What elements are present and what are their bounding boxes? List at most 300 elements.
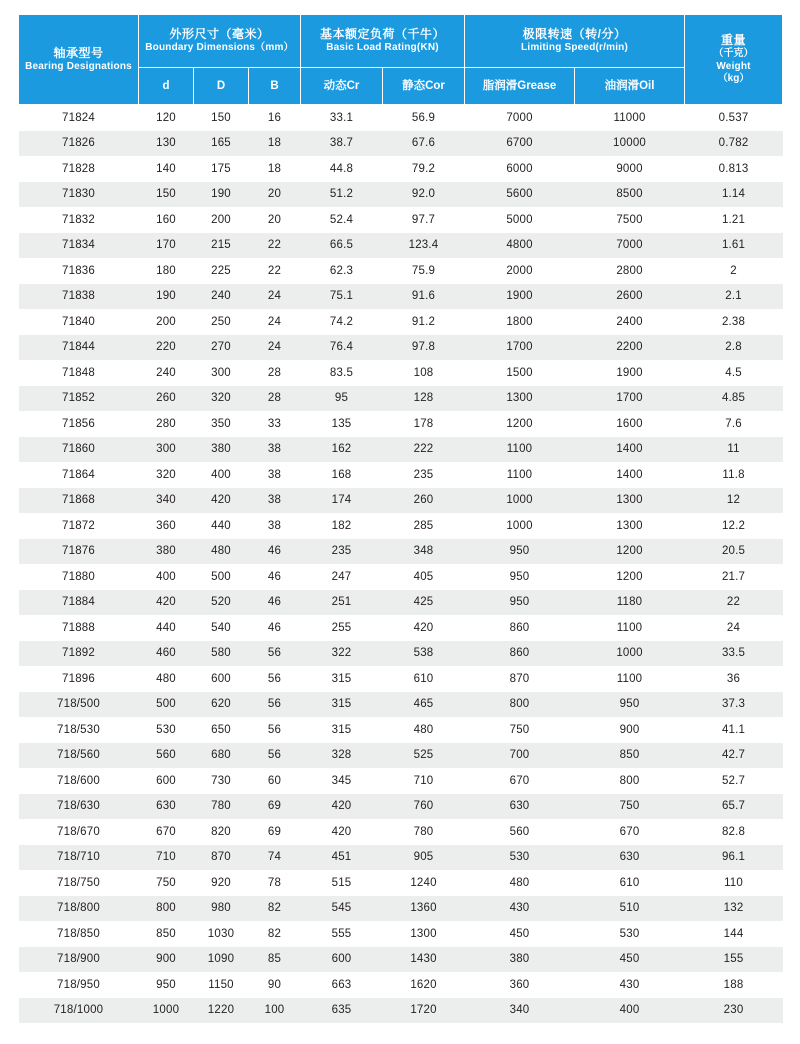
cell-dimension-B: 20	[267, 213, 282, 226]
cell-dynamic-load-cr: 75.1	[301, 284, 383, 310]
cell-limiting-speed-oil: 1900	[616, 366, 643, 379]
cell-limiting-speed-oil: 630	[575, 845, 685, 871]
cell-weight: 12	[685, 488, 783, 514]
cell-dimension-B: 38	[267, 468, 282, 481]
cell-dimension-D: 480	[194, 539, 249, 565]
cell-bearing-designation: 718/950	[57, 978, 100, 991]
table-row	[19, 692, 783, 718]
cell-dimension-D: 215	[194, 233, 249, 259]
cell-static-load-cor: 75.9	[411, 264, 436, 277]
cell-dynamic-load-cr: 95	[301, 386, 383, 412]
cell-dynamic-load-cr: 235	[301, 539, 383, 565]
cell-dimension-B: 24	[249, 335, 301, 361]
cell-dynamic-load-cr: 635	[301, 998, 383, 1024]
cell-dimension-B: 22	[249, 233, 301, 259]
cell-limiting-speed-grease: 6000	[506, 162, 533, 175]
cell-limiting-speed-grease: 1000	[465, 488, 575, 514]
cell-dimension-d: 440	[156, 621, 176, 634]
cell-weight: 230	[685, 998, 783, 1024]
table-row	[19, 462, 783, 488]
cell-limiting-speed-oil: 7000	[575, 233, 685, 259]
table-row	[19, 233, 783, 259]
cell-dimension-d: 190	[139, 284, 194, 310]
table-row	[19, 284, 783, 310]
cell-dynamic-load-cr: 555	[331, 927, 352, 940]
cell-limiting-speed-oil: 2400	[616, 315, 643, 328]
cell-static-load-cor: 79.2	[411, 162, 436, 175]
cell-static-load-cor: 1430	[383, 947, 465, 973]
cell-limiting-speed-oil: 950	[575, 692, 685, 718]
cell-weight: 2.38	[721, 315, 746, 328]
cell-static-load-cor: 97.7	[411, 213, 436, 226]
cell-static-load-cor: 1620	[410, 978, 437, 991]
cell-bearing-designation: 718/750	[57, 876, 100, 889]
cell-dynamic-load-cr: 66.5	[301, 233, 383, 259]
cell-dimension-B: 24	[267, 315, 282, 328]
table-row	[19, 105, 783, 131]
cell-limiting-speed-oil: 1180	[575, 590, 685, 616]
cell-weight: 11	[685, 437, 783, 463]
cell-dynamic-load-cr: 168	[331, 468, 352, 481]
table-row	[19, 896, 783, 922]
cell-dimension-B: 78	[267, 876, 282, 889]
cell-weight: 12.2	[721, 519, 746, 532]
cell-dynamic-load-cr: 74.2	[329, 315, 354, 328]
cell-bearing-designation: 718/560	[19, 743, 139, 769]
cell-dynamic-load-cr: 38.7	[301, 131, 383, 157]
cell-limiting-speed-grease: 870	[509, 672, 530, 685]
table-row	[19, 743, 783, 769]
table-row	[19, 182, 783, 208]
table-row	[19, 921, 783, 947]
cell-limiting-speed-oil: 10000	[575, 131, 685, 157]
cell-dimension-D: 870	[194, 845, 249, 871]
cell-weight: 132	[685, 896, 783, 922]
cell-dimension-d: 360	[156, 519, 176, 532]
cell-dimension-d: 260	[139, 386, 194, 412]
cell-dimension-D: 920	[211, 876, 231, 889]
cell-dimension-B: 56	[267, 672, 282, 685]
cell-weight: 52.7	[721, 774, 746, 787]
table-row	[19, 513, 783, 539]
cell-limiting-speed-grease: 5600	[465, 182, 575, 208]
cell-weight: 0.537	[718, 111, 749, 124]
cell-dimension-D: 440	[211, 519, 231, 532]
cell-dimension-B: 46	[267, 570, 282, 583]
cell-dynamic-load-cr: 135	[331, 417, 352, 430]
cell-limiting-speed-oil: 1200	[575, 539, 685, 565]
cell-limiting-speed-grease: 1900	[465, 284, 575, 310]
cell-dynamic-load-cr: 315	[301, 692, 383, 718]
cell-weight: 41.1	[721, 723, 746, 736]
table-row	[19, 411, 783, 437]
cell-limiting-speed-oil: 1300	[616, 519, 643, 532]
header-weight-unit-en: （kg）	[717, 73, 750, 85]
cell-dimension-B: 69	[249, 794, 301, 820]
cell-weight: 2	[730, 264, 737, 277]
cell-static-load-cor: 91.6	[383, 284, 465, 310]
table-row	[19, 539, 783, 565]
cell-static-load-cor: 92.0	[383, 182, 465, 208]
bearing-spec-table	[18, 14, 783, 1023]
cell-dynamic-load-cr: 255	[331, 621, 352, 634]
cell-dimension-D: 200	[211, 213, 231, 226]
cell-dimension-D: 165	[194, 131, 249, 157]
cell-static-load-cor: 420	[413, 621, 434, 634]
cell-dimension-d: 560	[139, 743, 194, 769]
cell-dynamic-load-cr: 663	[331, 978, 352, 991]
cell-limiting-speed-oil: 8500	[575, 182, 685, 208]
cell-limiting-speed-oil: 11000	[613, 111, 646, 124]
header-group-2-en: Limiting Speed(r/min)	[521, 42, 629, 54]
cell-dimension-B: 56	[249, 692, 301, 718]
table-row	[19, 615, 783, 641]
cell-limiting-speed-oil: 2800	[616, 264, 643, 277]
cell-dynamic-load-cr: 247	[331, 570, 352, 583]
cell-dimension-d: 400	[156, 570, 176, 583]
table-row	[19, 207, 783, 233]
cell-limiting-speed-grease: 750	[509, 723, 530, 736]
cell-dimension-D: 350	[211, 417, 231, 430]
cell-weight: 4.85	[685, 386, 783, 412]
cell-limiting-speed-grease: 2000	[506, 264, 533, 277]
table-row	[19, 641, 783, 667]
cell-dimension-D: 420	[194, 488, 249, 514]
cell-bearing-designation: 71824	[62, 111, 95, 124]
cell-weight: 20.5	[685, 539, 783, 565]
cell-dimension-D: 190	[194, 182, 249, 208]
cell-static-load-cor: 285	[413, 519, 434, 532]
header-weight-cn: 重量	[721, 33, 747, 48]
cell-dimension-D: 250	[211, 315, 231, 328]
cell-bearing-designation: 71828	[62, 162, 95, 175]
table-row	[19, 258, 783, 284]
cell-dynamic-load-cr: 545	[301, 896, 383, 922]
cell-dimension-D: 980	[194, 896, 249, 922]
cell-static-load-cor: 108	[413, 366, 434, 379]
cell-dimension-B: 18	[249, 131, 301, 157]
cell-bearing-designation: 71892	[19, 641, 139, 667]
cell-dimension-d: 710	[139, 845, 194, 871]
cell-static-load-cor: 525	[383, 743, 465, 769]
cell-limiting-speed-oil: 510	[575, 896, 685, 922]
cell-dynamic-load-cr: 451	[301, 845, 383, 871]
cell-dynamic-load-cr: 52.4	[329, 213, 354, 226]
cell-static-load-cor: 128	[383, 386, 465, 412]
cell-limiting-speed-oil: 900	[619, 723, 640, 736]
cell-limiting-speed-grease: 1500	[506, 366, 533, 379]
cell-dimension-D: 730	[211, 774, 231, 787]
cell-dimension-d: 130	[139, 131, 194, 157]
table-row	[19, 768, 783, 794]
header-group-0-en: Boundary Dimensions（mm）	[145, 42, 294, 54]
cell-bearing-designation: 71864	[62, 468, 95, 481]
cell-weight: 37.3	[685, 692, 783, 718]
cell-dimension-B: 56	[249, 743, 301, 769]
cell-static-load-cor: 123.4	[383, 233, 465, 259]
cell-limiting-speed-oil: 1100	[616, 621, 643, 634]
cell-static-load-cor: 178	[413, 417, 434, 430]
header-group-1-cn: 基本额定负荷（千牛）	[320, 27, 446, 42]
cell-dimension-d: 200	[156, 315, 176, 328]
cell-limiting-speed-oil: 7500	[616, 213, 643, 226]
cell-dimension-d: 280	[156, 417, 176, 430]
cell-bearing-designation: 71880	[62, 570, 95, 583]
cell-limiting-speed-grease: 530	[465, 845, 575, 871]
cell-bearing-designation: 718/630	[19, 794, 139, 820]
cell-limiting-speed-grease: 1100	[506, 468, 533, 481]
cell-limiting-speed-grease: 1000	[506, 519, 533, 532]
cell-weight: 65.7	[685, 794, 783, 820]
cell-limiting-speed-grease: 340	[465, 998, 575, 1024]
cell-static-load-cor: 91.2	[411, 315, 436, 328]
table-row	[19, 488, 783, 514]
cell-weight: 0.782	[685, 131, 783, 157]
cell-bearing-designation: 718/900	[19, 947, 139, 973]
cell-weight: 82.8	[721, 825, 746, 838]
cell-dimension-B: 33	[267, 417, 282, 430]
header-bearing-designation	[19, 15, 139, 105]
cell-dimension-B: 16	[267, 111, 282, 124]
cell-dimension-D: 1090	[194, 947, 249, 973]
cell-dimension-D: 1220	[194, 998, 249, 1024]
cell-weight: 22	[685, 590, 783, 616]
cell-dimension-D: 380	[194, 437, 249, 463]
cell-static-load-cor: 1720	[383, 998, 465, 1024]
cell-dimension-d: 170	[139, 233, 194, 259]
cell-dimension-B: 90	[267, 978, 282, 991]
cell-dimension-D: 820	[211, 825, 231, 838]
cell-dynamic-load-cr: 345	[331, 774, 352, 787]
header-col-static-cor: 静态Cor	[383, 68, 465, 105]
cell-dimension-D: 780	[194, 794, 249, 820]
cell-limiting-speed-oil: 1300	[575, 488, 685, 514]
cell-dimension-B: 46	[249, 590, 301, 616]
header-col-grease: 脂润滑Grease	[465, 68, 575, 105]
cell-limiting-speed-oil: 1700	[575, 386, 685, 412]
table-row	[19, 947, 783, 973]
cell-dimension-B: 20	[249, 182, 301, 208]
table-row	[19, 156, 783, 182]
cell-weight: 42.7	[685, 743, 783, 769]
cell-limiting-speed-oil: 1200	[616, 570, 643, 583]
header-col-B: B	[249, 68, 301, 105]
cell-limiting-speed-grease: 7000	[506, 111, 533, 124]
header-group-2-cn: 极限转速（转/分）	[522, 27, 627, 42]
cell-bearing-designation: 71876	[19, 539, 139, 565]
cell-dimension-B: 82	[249, 896, 301, 922]
cell-limiting-speed-oil: 430	[619, 978, 640, 991]
cell-static-load-cor: 425	[383, 590, 465, 616]
cell-dimension-d: 220	[139, 335, 194, 361]
cell-limiting-speed-grease: 1300	[465, 386, 575, 412]
cell-dimension-d: 800	[139, 896, 194, 922]
cell-bearing-designation: 71838	[19, 284, 139, 310]
cell-limiting-speed-grease: 1800	[506, 315, 533, 328]
cell-dimension-B: 69	[267, 825, 282, 838]
cell-dimension-d: 140	[156, 162, 176, 175]
cell-dynamic-load-cr: 51.2	[301, 182, 383, 208]
cell-dimension-D: 175	[211, 162, 231, 175]
header-col-D: D	[194, 68, 249, 105]
cell-bearing-designation: 71856	[62, 417, 95, 430]
cell-dimension-d: 480	[156, 672, 176, 685]
table-body	[19, 105, 783, 1024]
cell-static-load-cor: 710	[413, 774, 434, 787]
cell-dimension-d: 300	[139, 437, 194, 463]
cell-static-load-cor: 538	[383, 641, 465, 667]
cell-dynamic-load-cr: 322	[301, 641, 383, 667]
cell-weight: 1.61	[685, 233, 783, 259]
cell-limiting-speed-grease: 5000	[506, 213, 533, 226]
cell-dynamic-load-cr: 174	[301, 488, 383, 514]
cell-dimension-B: 46	[249, 539, 301, 565]
header-row-groups	[19, 15, 783, 68]
cell-limiting-speed-oil: 750	[575, 794, 685, 820]
cell-bearing-designation: 71860	[19, 437, 139, 463]
cell-weight: 33.5	[685, 641, 783, 667]
cell-dimension-D: 540	[211, 621, 231, 634]
cell-limiting-speed-grease: 6700	[465, 131, 575, 157]
cell-limiting-speed-oil: 610	[619, 876, 640, 889]
cell-dimension-D: 320	[194, 386, 249, 412]
cell-dimension-d: 1000	[139, 998, 194, 1024]
table-row	[19, 819, 783, 845]
cell-dimension-d: 120	[156, 111, 176, 124]
cell-static-load-cor: 1300	[410, 927, 437, 940]
table-row	[19, 131, 783, 157]
cell-dimension-d: 850	[156, 927, 176, 940]
cell-weight: 1.21	[721, 213, 746, 226]
cell-dimension-d: 160	[156, 213, 176, 226]
cell-limiting-speed-grease: 360	[509, 978, 530, 991]
cell-dimension-d: 240	[156, 366, 176, 379]
cell-dimension-B: 85	[249, 947, 301, 973]
table-row	[19, 437, 783, 463]
cell-dimension-d: 320	[156, 468, 176, 481]
cell-bearing-designation: 718/850	[57, 927, 100, 940]
cell-dimension-d: 500	[139, 692, 194, 718]
cell-limiting-speed-grease: 1700	[465, 335, 575, 361]
cell-dynamic-load-cr: 515	[331, 876, 352, 889]
cell-weight: 155	[685, 947, 783, 973]
cell-static-load-cor: 405	[413, 570, 434, 583]
cell-dynamic-load-cr: 328	[301, 743, 383, 769]
cell-static-load-cor: 97.8	[383, 335, 465, 361]
cell-limiting-speed-oil: 1400	[575, 437, 685, 463]
cell-dimension-B: 28	[249, 386, 301, 412]
cell-limiting-speed-grease: 860	[509, 621, 530, 634]
cell-static-load-cor: 610	[413, 672, 434, 685]
cell-dimension-d: 950	[156, 978, 176, 991]
cell-bearing-designation: 718/530	[57, 723, 100, 736]
cell-limiting-speed-oil: 800	[619, 774, 640, 787]
table-row	[19, 360, 783, 386]
cell-bearing-designation: 718/800	[19, 896, 139, 922]
cell-weight: 2.8	[685, 335, 783, 361]
table-row	[19, 998, 783, 1024]
cell-static-load-cor: 260	[383, 488, 465, 514]
cell-dynamic-load-cr: 162	[301, 437, 383, 463]
cell-dimension-D: 680	[194, 743, 249, 769]
cell-bearing-designation: 71826	[19, 131, 139, 157]
cell-weight: 7.6	[725, 417, 742, 430]
header-group-boundary-dimensions	[139, 15, 301, 68]
cell-weight: 188	[723, 978, 744, 991]
cell-static-load-cor: 67.6	[383, 131, 465, 157]
cell-weight: 96.1	[685, 845, 783, 871]
cell-bearing-designation: 718/600	[57, 774, 100, 787]
cell-dimension-B: 38	[267, 519, 282, 532]
cell-dimension-d: 380	[139, 539, 194, 565]
cell-dimension-d: 530	[156, 723, 176, 736]
cell-dimension-d: 900	[139, 947, 194, 973]
cell-limiting-speed-oil: 850	[575, 743, 685, 769]
cell-limiting-speed-oil: 670	[619, 825, 640, 838]
table-header	[19, 15, 783, 105]
cell-static-load-cor: 348	[383, 539, 465, 565]
cell-dimension-D: 520	[194, 590, 249, 616]
cell-dimension-B: 60	[267, 774, 282, 787]
cell-bearing-designation: 718/500	[19, 692, 139, 718]
cell-weight: 24	[726, 621, 741, 634]
cell-dynamic-load-cr: 420	[331, 825, 352, 838]
cell-dynamic-load-cr: 420	[301, 794, 383, 820]
cell-dimension-D: 400	[211, 468, 231, 481]
header-designation-en: Bearing Designations	[25, 60, 132, 72]
cell-limiting-speed-oil: 1100	[616, 672, 643, 685]
cell-limiting-speed-oil: 400	[575, 998, 685, 1024]
header-col-oil: 油润滑Oil	[575, 68, 685, 105]
table-row	[19, 666, 783, 692]
cell-limiting-speed-grease: 700	[465, 743, 575, 769]
cell-weight: 21.7	[721, 570, 746, 583]
cell-bearing-designation: 71888	[62, 621, 95, 634]
cell-static-load-cor: 480	[413, 723, 434, 736]
cell-limiting-speed-oil: 1000	[575, 641, 685, 667]
cell-limiting-speed-grease: 670	[509, 774, 530, 787]
cell-dimension-d: 340	[139, 488, 194, 514]
cell-dimension-B: 18	[267, 162, 282, 175]
cell-dimension-D: 500	[211, 570, 231, 583]
cell-dynamic-load-cr: 62.3	[329, 264, 354, 277]
cell-dimension-d: 460	[139, 641, 194, 667]
cell-bearing-designation: 71834	[19, 233, 139, 259]
cell-weight: 4.5	[725, 366, 742, 379]
cell-limiting-speed-grease: 950	[465, 590, 575, 616]
table-row	[19, 335, 783, 361]
cell-static-load-cor: 235	[413, 468, 434, 481]
cell-bearing-designation: 71872	[62, 519, 95, 532]
table-row	[19, 386, 783, 412]
cell-bearing-designation: 71830	[19, 182, 139, 208]
cell-dimension-d: 420	[139, 590, 194, 616]
cell-bearing-designation: 71868	[19, 488, 139, 514]
cell-static-load-cor: 56.9	[411, 111, 436, 124]
cell-limiting-speed-oil: 2200	[575, 335, 685, 361]
cell-dimension-B: 74	[249, 845, 301, 871]
cell-weight: 144	[723, 927, 744, 940]
cell-dimension-B: 24	[249, 284, 301, 310]
cell-dimension-D: 650	[211, 723, 231, 736]
cell-dimension-d: 150	[139, 182, 194, 208]
cell-limiting-speed-oil: 530	[619, 927, 640, 940]
cell-dynamic-load-cr: 33.1	[329, 111, 354, 124]
header-group-1-en: Basic Load Rating(KN)	[326, 42, 439, 54]
cell-static-load-cor: 760	[383, 794, 465, 820]
cell-dimension-B: 22	[267, 264, 282, 277]
header-weight-en: Weight	[716, 60, 751, 72]
